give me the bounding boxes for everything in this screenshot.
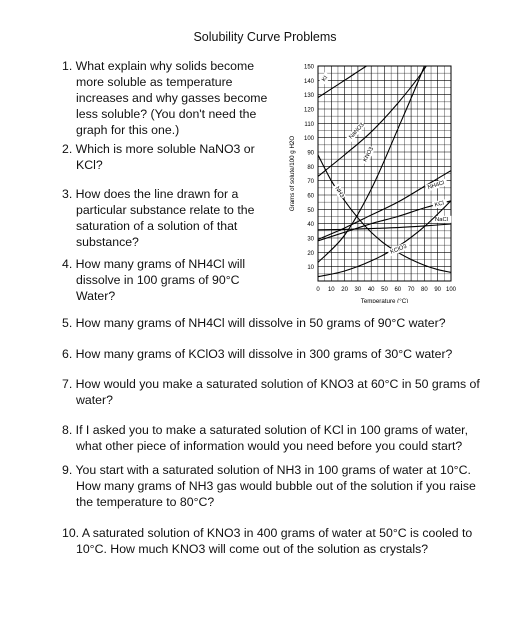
question-line: KCl? xyxy=(76,158,103,172)
question-line: 4. How many grams of NH4Cl will xyxy=(62,257,246,271)
question-line: particular substance relate to the xyxy=(76,203,255,217)
x-tick-label: 60 xyxy=(394,287,402,293)
series-label: KI xyxy=(321,74,330,83)
series-label: NH4Cl xyxy=(427,180,446,192)
question-line: 10°C. How much KNO3 will come out of the solution as crystals? xyxy=(76,542,429,556)
solubility-curve-chart xyxy=(280,58,460,303)
worksheet-title: Solubility Curve Problems xyxy=(193,30,337,44)
question-2 xyxy=(62,141,255,173)
question-line: increases and why gasses become xyxy=(76,91,268,105)
y-tick-label: 100 xyxy=(303,136,314,143)
x-tick-label: 40 xyxy=(367,287,375,293)
y-tick-label: 60 xyxy=(307,193,314,200)
series-label: NaCl xyxy=(435,216,448,223)
question-line: graph for this one.) xyxy=(76,123,180,137)
series-label: KNO3 xyxy=(362,146,376,163)
x-tick-label: 80 xyxy=(421,287,428,293)
series-label: KCl xyxy=(434,200,445,209)
y-tick-label: 40 xyxy=(307,222,314,229)
question-line: the temperature to 80°C? xyxy=(76,495,215,509)
x-tick-label: 100 xyxy=(445,287,457,293)
y-tick-label: 130 xyxy=(303,93,314,100)
y-tick-label: 80 xyxy=(307,164,314,171)
series-label: KClO3 xyxy=(389,243,408,256)
question-8 xyxy=(62,422,468,454)
x-axis-label: Temperature (°C) xyxy=(360,298,409,303)
question-5 xyxy=(62,315,446,331)
question-6 xyxy=(62,346,452,362)
question-line: Water? xyxy=(76,289,116,303)
x-tick-label: 30 xyxy=(354,287,362,293)
x-tick-label: 0 xyxy=(316,287,320,293)
question-line: 9. You start with a saturated solution of NH3 in 100 grams of water at 10°C. xyxy=(62,463,471,477)
question-10 xyxy=(62,525,472,557)
question-line: substance? xyxy=(76,235,139,249)
y-tick-label: 30 xyxy=(307,236,314,243)
x-tick-label: 90 xyxy=(434,287,442,293)
x-tick-label: 20 xyxy=(341,287,348,293)
y-tick-label: 140 xyxy=(303,78,314,85)
y-tick-label: 70 xyxy=(307,179,314,186)
question-1 xyxy=(62,58,267,138)
question-4 xyxy=(62,256,245,304)
question-line: what other piece of information would you need before you could start? xyxy=(76,439,463,453)
y-tick-label: 90 xyxy=(307,150,314,157)
x-tick-label: 10 xyxy=(327,287,335,293)
y-tick-label: 10 xyxy=(307,265,314,272)
question-line: 7. How would you make a saturated solution of KNO3 at 60°C in 50 grams of xyxy=(62,377,480,391)
question-line: How many grams of NH3 gas would bubble out of the solution if you raise xyxy=(76,479,476,493)
question-3 xyxy=(62,186,254,250)
question-line: 2. Which is more soluble NaNO3 or xyxy=(62,142,255,156)
question-line: more soluble as temperature xyxy=(76,75,233,89)
question-line: saturation of a solution of that xyxy=(76,219,238,233)
question-line: 6. How many grams of KClO3 will dissolve in 300 grams of 30°C water? xyxy=(62,347,453,361)
y-tick-label: 110 xyxy=(304,121,314,128)
y-tick-label: 150 xyxy=(303,64,314,71)
question-line: 5. How many grams of NH4Cl will dissolve in 50 grams of 90°C water? xyxy=(62,316,446,330)
x-tick-label: 50 xyxy=(381,287,388,293)
question-line: 10. A saturated solution of KNO3 in 400 grams of water at 50°C is cooled to xyxy=(62,526,473,540)
question-7 xyxy=(62,376,480,408)
series-label: NaNO3 xyxy=(348,122,366,141)
y-axis-label: Grams of solute/100 g H2O xyxy=(289,135,296,212)
y-tick-label: 50 xyxy=(307,207,314,214)
x-tick-label: 70 xyxy=(407,287,415,293)
question-line: 3. How does the line drawn for a xyxy=(62,187,239,201)
y-tick-label: 20 xyxy=(307,250,314,257)
question-line: 1. What explain why solids become xyxy=(62,59,255,73)
question-line: water? xyxy=(76,393,113,407)
series-label: NH3 xyxy=(333,185,345,199)
question-line: less soluble? (You don't need the xyxy=(76,107,257,121)
question-line: dissolve in 100 grams of 90°C xyxy=(76,273,240,287)
question-9 xyxy=(62,462,476,510)
question-line: 8. If I asked you to make a saturated solution of KCl in 100 grams of water, xyxy=(62,423,469,437)
y-tick-label: 120 xyxy=(303,107,314,114)
